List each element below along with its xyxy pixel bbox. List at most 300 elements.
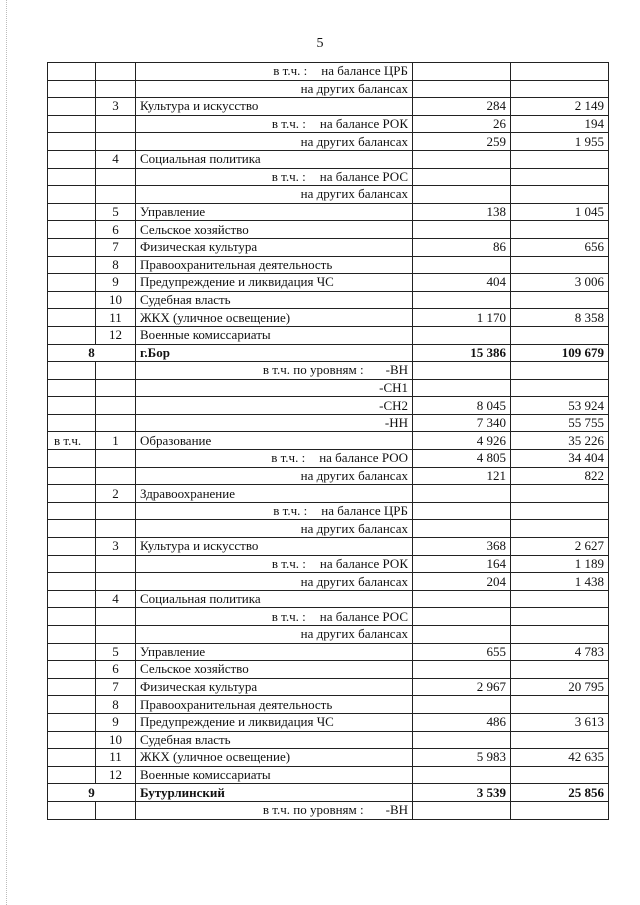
item-number: 3 [112, 98, 119, 114]
value-cell-1 [413, 766, 511, 784]
item-label: Образование [140, 432, 212, 448]
item-number: 6 [112, 661, 119, 677]
value-1: 2 967 [476, 679, 506, 695]
value-1: 204 [486, 573, 506, 589]
group-cell [48, 256, 96, 274]
item-number-cell [96, 186, 136, 204]
value-1: 486 [486, 714, 506, 730]
value-cell-2 [511, 467, 609, 485]
value-1: 121 [486, 467, 506, 483]
table-row [48, 555, 609, 573]
value-cell-1 [413, 573, 511, 591]
value-cell-2 [511, 502, 609, 520]
item-number: 10 [109, 292, 122, 308]
table-row [48, 186, 609, 204]
group-cell [48, 450, 96, 468]
item-number: 9 [112, 274, 119, 290]
value-2: 8 358 [574, 309, 604, 325]
value-cell-1 [413, 661, 511, 679]
value-cell-2 [511, 309, 609, 327]
value-cell-1 [413, 801, 511, 819]
value-2: 656 [584, 239, 604, 255]
value-cell-1 [413, 150, 511, 168]
value-cell-1 [413, 731, 511, 749]
item-label-cell [136, 538, 413, 556]
value-cell-2 [511, 555, 609, 573]
subitem-label: на балансе ЦРБ [321, 503, 408, 519]
item-label: Социальная политика [140, 591, 261, 607]
subitem-label: на балансе РОК [319, 116, 408, 132]
group-cell [48, 467, 96, 485]
value-cell-2 [511, 256, 609, 274]
value-cell-2 [511, 643, 609, 661]
table-row [48, 626, 609, 644]
item-label: Правоохранительная деятельность [140, 256, 333, 272]
item-label-cell [136, 309, 413, 327]
level-prefix: в т.ч. по уровням : [262, 802, 364, 818]
group-cell [48, 626, 96, 644]
subitem-label: на балансе ЦРБ [321, 63, 408, 79]
item-label-cell [136, 80, 413, 98]
item-label: Культура и искусство [140, 98, 259, 114]
item-label: Управление [140, 643, 206, 659]
item-label-cell [136, 186, 413, 204]
value-cell-1 [413, 274, 511, 292]
item-number-cell [96, 801, 136, 819]
group-cell [48, 485, 96, 503]
table-row [48, 643, 609, 661]
table-row [48, 696, 609, 714]
value-cell-2 [511, 432, 609, 450]
level-label: -НН [384, 415, 408, 431]
table-row [48, 520, 609, 538]
item-number-cell [96, 291, 136, 309]
item-label-cell [136, 573, 413, 591]
item-label-cell [136, 291, 413, 309]
item-label: Физическая культура [140, 679, 258, 695]
value-cell-2 [511, 520, 609, 538]
group-cell [48, 678, 96, 696]
group-cell [48, 362, 96, 380]
item-number-cell [96, 661, 136, 679]
item-number: 7 [112, 679, 119, 695]
table-row [48, 291, 609, 309]
value-cell-2 [511, 731, 609, 749]
item-number-cell [96, 731, 136, 749]
group-cell [48, 115, 96, 133]
table-row [48, 502, 609, 520]
item-number-cell [96, 414, 136, 432]
table-row [48, 344, 609, 362]
value-1: 1 170 [476, 309, 506, 325]
group-cell [48, 414, 96, 432]
item-number: 5 [112, 204, 119, 220]
value-cell-1 [413, 502, 511, 520]
value-cell-2 [511, 98, 609, 116]
table-row [48, 133, 609, 151]
item-label: Правоохранительная деятельность [140, 696, 333, 712]
group-cell [48, 63, 96, 81]
item-label-cell [136, 801, 413, 819]
group-label: в т.ч. [54, 432, 82, 448]
subitem-label: на балансе РОС [319, 608, 408, 624]
group-cell [48, 643, 96, 661]
subitem-label: на других балансах [300, 520, 408, 536]
value-2: 25 856 [568, 784, 604, 800]
value-cell-1 [413, 485, 511, 503]
item-label-cell [136, 414, 413, 432]
value-cell-2 [511, 414, 609, 432]
group-cell [48, 520, 96, 538]
group-cell [48, 696, 96, 714]
item-number: 4 [112, 591, 119, 607]
table-row [48, 801, 609, 819]
item-label-cell [136, 713, 413, 731]
value-2: 55 755 [568, 415, 604, 431]
item-label-cell [136, 485, 413, 503]
item-label-cell [136, 766, 413, 784]
district-name-cell [136, 344, 413, 362]
group-cell [48, 291, 96, 309]
value-cell-1 [413, 168, 511, 186]
subitem-label: на других балансах [300, 573, 408, 589]
item-number: 4 [112, 151, 119, 167]
item-label-cell [136, 150, 413, 168]
item-label-cell [136, 274, 413, 292]
value-cell-1 [413, 362, 511, 380]
group-cell [48, 203, 96, 221]
level-label: -СН1 [379, 379, 408, 395]
group-cell [48, 766, 96, 784]
value-cell-1 [413, 80, 511, 98]
group-cell [48, 749, 96, 767]
table-row [48, 309, 609, 327]
value-2: 4 783 [574, 643, 604, 659]
group-cell [48, 133, 96, 151]
group-cell [48, 432, 96, 450]
item-label-cell [136, 731, 413, 749]
table-row [48, 678, 609, 696]
item-number-cell [96, 133, 136, 151]
item-number-cell [96, 766, 136, 784]
value-cell-2 [511, 379, 609, 397]
value-cell-1 [413, 379, 511, 397]
item-number-cell [96, 168, 136, 186]
level-label: -ВН [385, 802, 408, 818]
item-number-cell [96, 63, 136, 81]
value-cell-2 [511, 784, 609, 802]
value-cell-1 [413, 98, 511, 116]
item-label-cell [136, 63, 413, 81]
item-number: 6 [112, 221, 119, 237]
item-number-cell [96, 256, 136, 274]
value-cell-2 [511, 133, 609, 151]
value-cell-2 [511, 713, 609, 731]
item-label-cell [136, 661, 413, 679]
item-number-cell [96, 626, 136, 644]
value-cell-2 [511, 485, 609, 503]
item-number-cell [96, 379, 136, 397]
value-cell-1 [413, 326, 511, 344]
table-row [48, 80, 609, 98]
table-row [48, 590, 609, 608]
value-cell-2 [511, 661, 609, 679]
value-cell-2 [511, 291, 609, 309]
district-number-cell [48, 784, 136, 802]
value-cell-2 [511, 766, 609, 784]
subitem-prefix: в т.ч. : [273, 63, 308, 79]
table-row [48, 467, 609, 485]
group-cell [48, 555, 96, 573]
table-row [48, 784, 609, 802]
table-row [48, 274, 609, 292]
value-1: 404 [486, 274, 506, 290]
group-cell [48, 221, 96, 239]
item-number-cell [96, 643, 136, 661]
table-row [48, 203, 609, 221]
item-number-cell [96, 432, 136, 450]
item-label-cell [136, 608, 413, 626]
item-label: Военные комиссариаты [140, 327, 271, 343]
item-label-cell [136, 133, 413, 151]
item-label: Предупреждение и ликвидация ЧС [140, 274, 334, 290]
table-row [48, 713, 609, 731]
value-cell-1 [413, 115, 511, 133]
district-name-cell [136, 784, 413, 802]
item-number-cell [96, 150, 136, 168]
item-number-cell [96, 678, 136, 696]
item-label-cell [136, 115, 413, 133]
group-cell [48, 590, 96, 608]
item-label-cell [136, 98, 413, 116]
item-label-cell [136, 379, 413, 397]
item-label: Социальная политика [140, 151, 261, 167]
data-table [47, 62, 609, 820]
value-cell-1 [413, 432, 511, 450]
group-cell [48, 661, 96, 679]
item-number-cell [96, 203, 136, 221]
value-2: 3 613 [574, 714, 604, 730]
table-row [48, 63, 609, 81]
value-cell-1 [413, 696, 511, 714]
value-cell-2 [511, 626, 609, 644]
item-label: Управление [140, 204, 206, 220]
value-2: 20 795 [568, 679, 604, 695]
value-2: 1 189 [574, 555, 604, 571]
group-cell [48, 713, 96, 731]
district-number-cell [48, 344, 136, 362]
value-cell-2 [511, 362, 609, 380]
value-cell-2 [511, 696, 609, 714]
value-2: 34 404 [568, 450, 604, 466]
table-row [48, 731, 609, 749]
group-cell [48, 397, 96, 415]
value-cell-2 [511, 538, 609, 556]
value-2: 1 955 [574, 133, 604, 149]
value-cell-1 [413, 291, 511, 309]
group-cell [48, 238, 96, 256]
value-cell-1 [413, 344, 511, 362]
table-row [48, 397, 609, 415]
value-1: 368 [486, 538, 506, 554]
value-2: 1 438 [574, 573, 604, 589]
item-number-cell [96, 573, 136, 591]
value-cell-2 [511, 326, 609, 344]
table-row [48, 573, 609, 591]
value-cell-2 [511, 590, 609, 608]
item-number-cell [96, 467, 136, 485]
value-1: 5 983 [476, 749, 506, 765]
item-number: 7 [112, 239, 119, 255]
item-number-cell [96, 80, 136, 98]
item-label-cell [136, 397, 413, 415]
table-row [48, 168, 609, 186]
value-cell-1 [413, 221, 511, 239]
item-number-cell [96, 538, 136, 556]
page-edge-line [6, 0, 7, 905]
item-number-cell [96, 590, 136, 608]
value-1: 138 [486, 204, 506, 220]
value-cell-1 [413, 133, 511, 151]
value-cell-2 [511, 238, 609, 256]
item-label-cell [136, 696, 413, 714]
group-cell [48, 573, 96, 591]
item-number-cell [96, 608, 136, 626]
item-number-cell [96, 98, 136, 116]
subitem-label: на других балансах [300, 133, 408, 149]
value-2: 194 [584, 116, 604, 132]
value-2: 1 045 [574, 204, 604, 220]
item-number-cell [96, 485, 136, 503]
group-cell [48, 502, 96, 520]
group-cell [48, 801, 96, 819]
value-cell-1 [413, 450, 511, 468]
value-2: 53 924 [568, 397, 604, 413]
item-number: 12 [109, 767, 122, 783]
item-number: 3 [112, 538, 119, 554]
item-label: Военные комиссариаты [140, 767, 271, 783]
item-number: 11 [109, 309, 122, 325]
value-1: 8 045 [476, 397, 506, 413]
item-number-cell [96, 555, 136, 573]
item-number-cell [96, 238, 136, 256]
item-number: 11 [109, 749, 122, 765]
page-number: 5 [316, 36, 324, 51]
item-label-cell [136, 256, 413, 274]
level-label: -ВН [385, 362, 408, 378]
value-1: 4 805 [476, 450, 506, 466]
value-cell-2 [511, 274, 609, 292]
subitem-label: на других балансах [300, 626, 408, 642]
value-cell-1 [413, 63, 511, 81]
item-number-cell [96, 221, 136, 239]
group-cell [48, 274, 96, 292]
group-cell [48, 80, 96, 98]
subitem-prefix: в т.ч. : [271, 168, 306, 184]
item-number: 8 [112, 696, 119, 712]
item-number-cell [96, 397, 136, 415]
group-cell [48, 608, 96, 626]
item-number-cell [96, 696, 136, 714]
subitem-label: на балансе РОО [319, 450, 408, 466]
subitem-label: на балансе РОС [319, 168, 408, 184]
item-label-cell [136, 203, 413, 221]
value-cell-1 [413, 238, 511, 256]
subitem-prefix: в т.ч. : [273, 503, 308, 519]
table-row [48, 379, 609, 397]
value-cell-2 [511, 168, 609, 186]
subitem-prefix: в т.ч. : [271, 555, 306, 571]
item-label-cell [136, 326, 413, 344]
value-cell-1 [413, 643, 511, 661]
value-cell-1 [413, 414, 511, 432]
value-2: 109 679 [561, 344, 604, 360]
item-label-cell [136, 555, 413, 573]
value-cell-2 [511, 150, 609, 168]
value-2: 2 627 [574, 538, 604, 554]
value-cell-1 [413, 467, 511, 485]
item-label-cell [136, 626, 413, 644]
group-cell [48, 309, 96, 327]
table-row [48, 450, 609, 468]
value-cell-1 [413, 713, 511, 731]
item-label-cell [136, 450, 413, 468]
table-row [48, 608, 609, 626]
value-cell-2 [511, 115, 609, 133]
value-1: 284 [486, 98, 506, 114]
table-row [48, 98, 609, 116]
item-number-cell [96, 274, 136, 292]
item-label: ЖКХ (уличное освещение) [140, 749, 291, 765]
subitem-prefix: в т.ч. : [271, 116, 306, 132]
item-label-cell [136, 749, 413, 767]
value-2: 2 149 [574, 98, 604, 114]
value-2: 3 006 [574, 274, 604, 290]
table-row [48, 150, 609, 168]
value-cell-2 [511, 749, 609, 767]
item-label-cell [136, 238, 413, 256]
value-2: 35 226 [568, 432, 604, 448]
subitem-label: на других балансах [300, 186, 408, 202]
district-number: 9 [88, 784, 95, 800]
value-cell-1 [413, 784, 511, 802]
table-row [48, 485, 609, 503]
item-label-cell [136, 362, 413, 380]
table-row [48, 432, 609, 450]
item-label-cell [136, 678, 413, 696]
item-number: 1 [112, 432, 119, 448]
item-label: Здравоохранение [140, 485, 235, 501]
item-label-cell [136, 502, 413, 520]
table-row [48, 115, 609, 133]
table-row [48, 238, 609, 256]
value-1: 26 [493, 116, 506, 132]
value-cell-2 [511, 801, 609, 819]
item-label: Предупреждение и ликвидация ЧС [140, 714, 334, 730]
item-number-cell [96, 749, 136, 767]
subitem-label: на других балансах [300, 80, 408, 96]
value-cell-1 [413, 203, 511, 221]
group-cell [48, 326, 96, 344]
district-number: 8 [88, 344, 95, 360]
value-2: 822 [584, 467, 604, 483]
value-cell-1 [413, 678, 511, 696]
table-row [48, 661, 609, 679]
item-label: Физическая культура [140, 239, 258, 255]
item-label: Сельское хозяйство [140, 661, 249, 677]
value-cell-2 [511, 397, 609, 415]
item-label-cell [136, 168, 413, 186]
